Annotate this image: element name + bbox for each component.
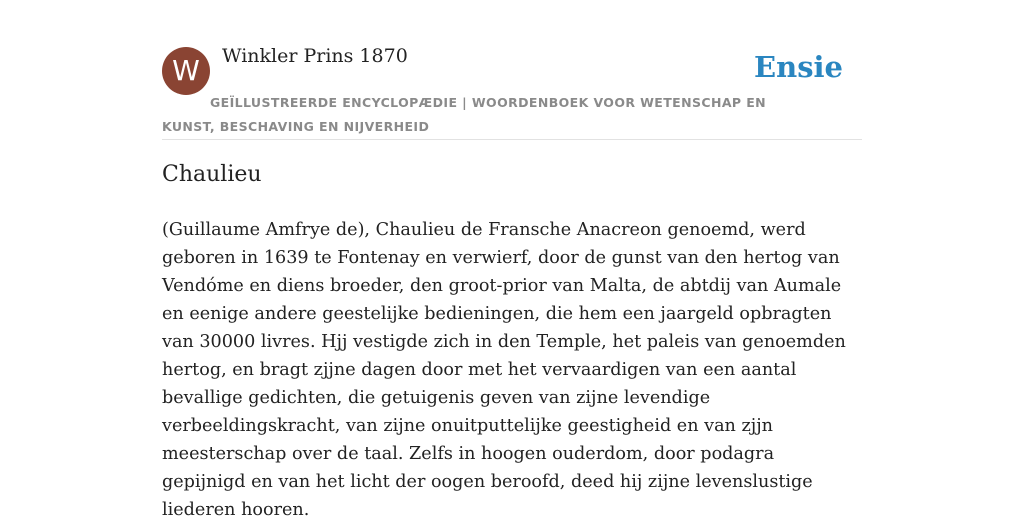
brand-logo[interactable]: Ensie <box>754 50 843 84</box>
header <box>162 0 862 140</box>
divider <box>162 139 862 140</box>
entry-title: Chaulieu <box>162 162 262 187</box>
source-title[interactable]: Winkler Prins 1870 <box>222 45 408 67</box>
avatar[interactable]: W <box>162 47 210 95</box>
source-subtitle: GEÏLLUSTREERDE ENCYCLOPÆDIE | WOORDENBOEK VOOR WETENSCHAP EN KUNST, BESCHAVING EN NIJVERHEID <box>162 95 767 134</box>
page <box>162 0 862 520</box>
entry-body: (Guillaume Amfrye de), Chaulieu de Fransche Anacreon genoemd, werd geboren in 1639 te Fontenay en verwierf, door de gunst van den hertog van Vendóme en diens broeder, den groot-prior van Malta, de abtdij van Aumale en eenige andere geestelijke bedieningen, die hem een jaargeld opbragten van 30000 livres. Hjj vestigde zich in den Temple, het paleis van genoemden hertog, en bragt zjjne dagen door met het vervaardigen van een aantal bevallige gedichten, die getuigenis geven van zijne levendige verbeeldingskracht, van zijne onuitputtelijke geestigheid en van zjjn meesterschap over de taal. Zelfs in hoogen ouderdom, door podagra gepijnigd en van het licht der oogen beroofd, deed hij zijne levenslustige liederen hooren. <box>162 220 846 520</box>
